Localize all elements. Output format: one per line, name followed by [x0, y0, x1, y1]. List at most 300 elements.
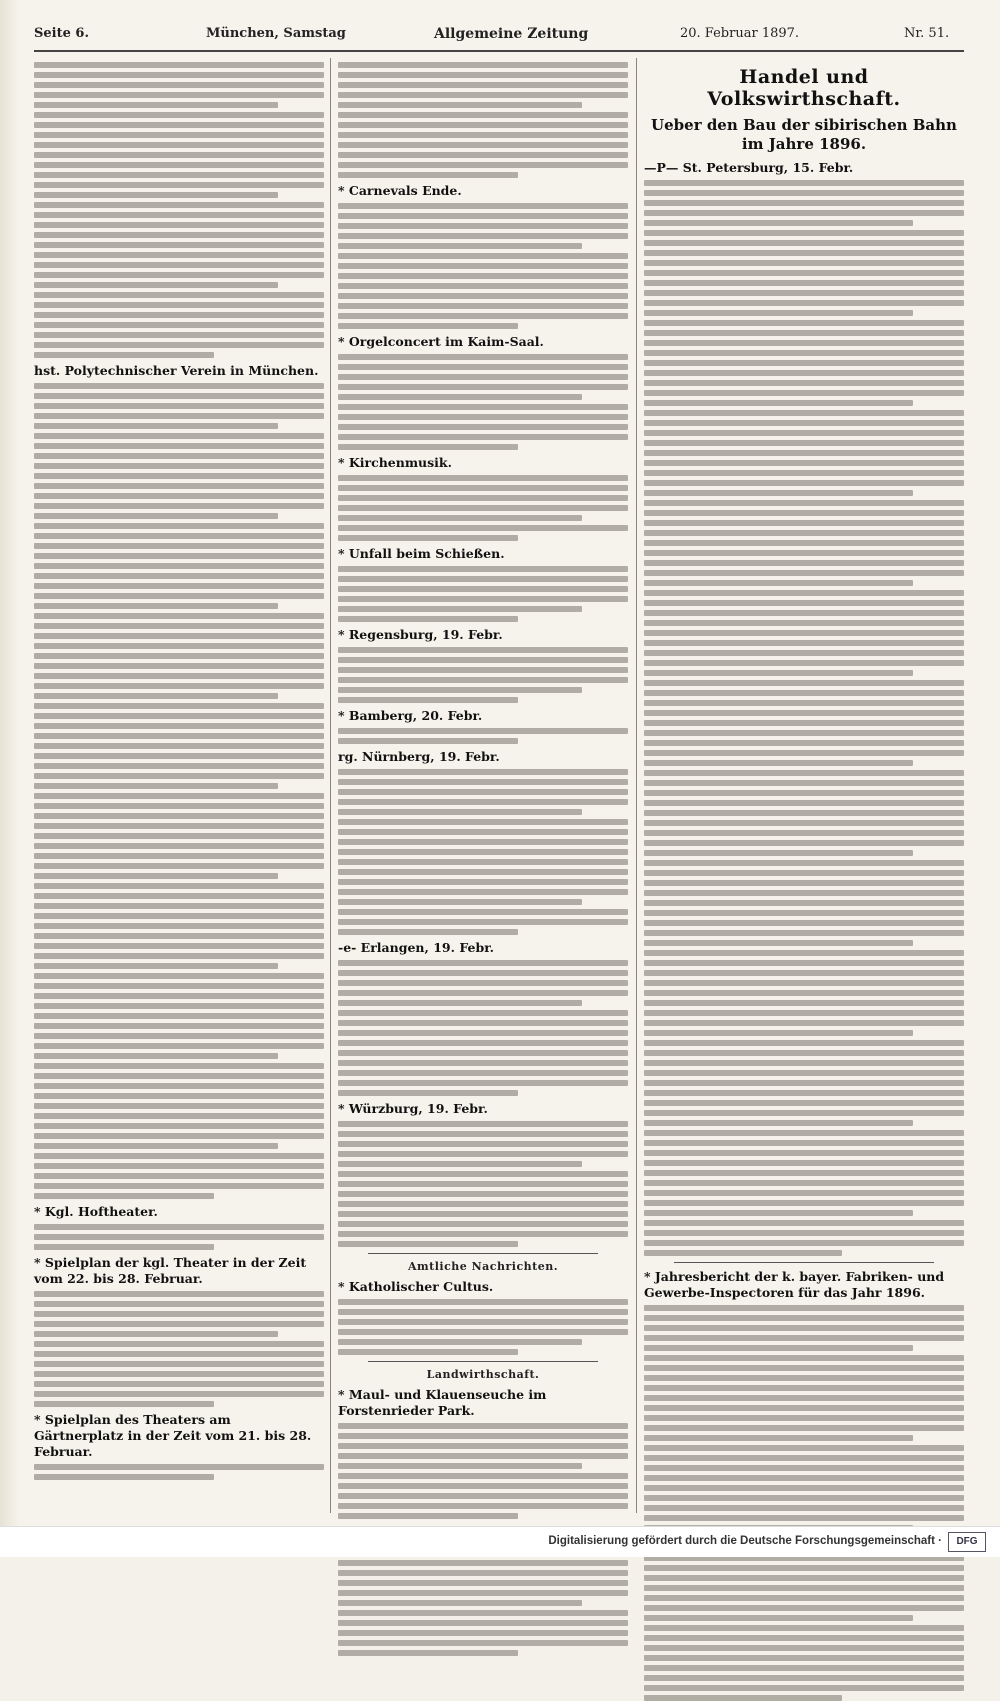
- text-line: [338, 889, 628, 895]
- section-title: * Würzburg, 19. Febr.: [338, 1101, 488, 1116]
- text-line: [644, 840, 964, 846]
- text-line: [644, 1100, 964, 1106]
- text-line: [644, 1250, 842, 1256]
- text-line: [338, 869, 628, 875]
- article-text: [644, 1305, 964, 1701]
- text-line: [644, 240, 964, 246]
- text-line: [338, 263, 628, 269]
- text-line: [338, 667, 628, 673]
- article-text: [338, 475, 628, 541]
- text-line: [34, 993, 324, 999]
- text-line: [338, 273, 628, 279]
- footer-credit: Digitalisierung gefördert durch die Deutsche Forschungsgemeinschaft ·: [548, 1535, 942, 1547]
- text-line: [34, 212, 324, 218]
- text-line: [644, 1120, 913, 1126]
- text-line: [644, 1110, 964, 1116]
- text-line: [34, 1321, 324, 1327]
- text-line: [338, 1620, 628, 1626]
- text-line: [338, 919, 628, 925]
- text-line: [644, 1150, 964, 1156]
- text-line: [34, 202, 324, 208]
- text-line: [644, 930, 964, 936]
- text-line: [34, 1474, 214, 1480]
- text-line: [34, 753, 324, 759]
- digitization-footer: [0, 1526, 1000, 1557]
- text-line: [338, 606, 582, 612]
- text-line: [338, 374, 628, 380]
- text-line: [644, 440, 964, 446]
- text-line: [644, 1160, 964, 1166]
- issue-number: Nr. 51.: [904, 26, 950, 41]
- text-line: [338, 414, 628, 420]
- text-line: [34, 963, 278, 969]
- text-line: [644, 1315, 964, 1321]
- text-line: [338, 1493, 628, 1499]
- text-line: [34, 613, 324, 619]
- text-line: [34, 1193, 214, 1199]
- text-line: [34, 1163, 324, 1169]
- text-line: [338, 82, 628, 88]
- text-line: [34, 713, 324, 719]
- text-line: [34, 1073, 324, 1079]
- text-line: [34, 72, 324, 78]
- text-line: [338, 283, 628, 289]
- text-line: [644, 790, 964, 796]
- article-text: [34, 1224, 324, 1250]
- text-line: [338, 980, 628, 986]
- dateline: —P— St. Petersburg, 15. Febr.: [644, 160, 854, 175]
- text-line: [338, 586, 628, 592]
- text-line: [34, 1043, 324, 1049]
- text-line: [338, 122, 628, 128]
- text-line: [338, 1453, 628, 1459]
- text-line: [34, 1291, 324, 1297]
- text-line: [338, 697, 518, 703]
- section-title: * Bamberg, 20. Febr.: [338, 708, 483, 723]
- text-line: [338, 354, 628, 360]
- text-line: [644, 920, 964, 926]
- text-line: [644, 430, 964, 436]
- text-line: [338, 1463, 582, 1469]
- text-line: [644, 1060, 964, 1066]
- text-line: [34, 1381, 324, 1387]
- text-line: [34, 843, 324, 849]
- column-divider: [636, 58, 637, 1513]
- text-line: [338, 1483, 628, 1489]
- text-line: [644, 570, 964, 576]
- text-line: [644, 780, 964, 786]
- text-line: [338, 444, 518, 450]
- text-line: [338, 960, 628, 966]
- text-line: [644, 520, 964, 526]
- section-title: * Maul- und Klauenseuche im Forstenrieder Park.: [338, 1387, 547, 1418]
- article-text: [338, 647, 628, 703]
- text-line: [338, 364, 628, 370]
- text-line: [338, 323, 518, 329]
- text-line: [338, 1349, 518, 1355]
- section-title: * Kgl. Hoftheater.: [34, 1204, 158, 1219]
- text-line: [644, 940, 913, 946]
- text-line: [34, 132, 324, 138]
- section-title: * Spielplan der kgl. Theater in der Zeit vom 22. bis 28. Februar.: [34, 1255, 307, 1286]
- text-line: [644, 1445, 964, 1451]
- text-line: [644, 470, 964, 476]
- text-line: [338, 1339, 582, 1345]
- text-line: [338, 1000, 582, 1006]
- text-line: [644, 180, 964, 186]
- text-line: [34, 1143, 278, 1149]
- section-heading: Landwirthschaft.: [426, 1368, 540, 1381]
- text-line: [338, 152, 628, 158]
- text-line: [34, 703, 324, 709]
- text-line: [644, 1675, 964, 1681]
- text-line: [34, 573, 324, 579]
- text-line: [34, 893, 324, 899]
- text-line: [34, 1083, 324, 1089]
- text-line: [338, 293, 628, 299]
- place-date: München, Samstag: [206, 26, 346, 41]
- text-line: [644, 200, 964, 206]
- section-heading: Amtliche Nachrichten.: [407, 1260, 559, 1273]
- text-line: [644, 810, 964, 816]
- text-line: [644, 1020, 964, 1026]
- text-line: [34, 1113, 324, 1119]
- text-line: [644, 660, 964, 666]
- text-line: [644, 310, 913, 316]
- text-line: [644, 210, 964, 216]
- dfg-logo: DFG: [948, 1532, 986, 1552]
- text-line: [34, 92, 324, 98]
- text-line: [338, 1020, 628, 1026]
- text-line: [338, 1630, 628, 1636]
- text-line: [338, 172, 518, 178]
- text-line: [34, 873, 278, 879]
- text-line: [644, 990, 964, 996]
- text-line: [338, 1650, 518, 1656]
- header-rule: [34, 50, 964, 52]
- text-line: [34, 763, 324, 769]
- text-line: [644, 970, 964, 976]
- text-line: [34, 513, 278, 519]
- text-line: [34, 1244, 214, 1250]
- text-line: [34, 683, 324, 689]
- text-line: [644, 360, 964, 366]
- text-line: [34, 403, 324, 409]
- text-line: [34, 883, 324, 889]
- text-line: [34, 1133, 324, 1139]
- text-line: [34, 1173, 324, 1179]
- text-line: [34, 773, 324, 779]
- text-line: [34, 1401, 214, 1407]
- text-line: [34, 1301, 324, 1307]
- text-line: [644, 1395, 964, 1401]
- text-line: [644, 1180, 964, 1186]
- text-line: [34, 182, 324, 188]
- text-line: [644, 1625, 964, 1631]
- column-left: [34, 62, 324, 1512]
- text-line: [338, 909, 628, 915]
- text-line: [338, 1070, 628, 1076]
- page-header: [34, 26, 964, 52]
- text-line: [644, 580, 913, 586]
- text-line: [338, 1299, 628, 1305]
- text-line: [338, 1473, 628, 1479]
- text-line: [338, 970, 628, 976]
- text-line: [338, 1161, 582, 1167]
- text-line: [644, 880, 964, 886]
- text-line: [644, 540, 964, 546]
- text-line: [34, 413, 324, 419]
- text-line: [644, 600, 964, 606]
- text-line: [34, 332, 324, 338]
- text-line: [338, 1423, 628, 1429]
- text-line: [34, 823, 324, 829]
- text-line: [644, 1475, 964, 1481]
- text-line: [644, 630, 964, 636]
- text-line: [644, 700, 964, 706]
- text-line: [644, 480, 964, 486]
- text-line: [338, 819, 628, 825]
- section-divider: [368, 1253, 598, 1254]
- text-line: [34, 262, 324, 268]
- text-line: [338, 1141, 628, 1147]
- text-line: [644, 1000, 964, 1006]
- text-line: [338, 1590, 628, 1596]
- text-line: [34, 393, 324, 399]
- text-line: [338, 1241, 518, 1247]
- text-line: [644, 460, 964, 466]
- text-line: [34, 192, 278, 198]
- text-line: [34, 633, 324, 639]
- text-line: [338, 779, 628, 785]
- text-line: [34, 983, 324, 989]
- text-line: [644, 1615, 913, 1621]
- text-line: [338, 799, 628, 805]
- text-line: [338, 1580, 628, 1586]
- section-title: * Katholischer Cultus.: [338, 1279, 494, 1294]
- text-line: [34, 102, 278, 108]
- article-text: [338, 1560, 628, 1656]
- text-line: [34, 443, 324, 449]
- text-line: [34, 603, 278, 609]
- article-text: [34, 62, 324, 358]
- text-line: [338, 1329, 628, 1335]
- text-line: [34, 673, 324, 679]
- text-line: [338, 434, 628, 440]
- section-title: hst. Polytechnischer Verein in München.: [34, 363, 319, 378]
- paper-title: Allgemeine Zeitung: [434, 26, 589, 42]
- text-line: [338, 687, 582, 693]
- text-line: [338, 62, 628, 68]
- text-line: [644, 1335, 964, 1341]
- text-line: [644, 450, 964, 456]
- text-line: [644, 900, 964, 906]
- text-line: [338, 839, 628, 845]
- text-line: [338, 1050, 628, 1056]
- text-line: [34, 433, 324, 439]
- text-line: [644, 1040, 964, 1046]
- text-line: [34, 162, 324, 168]
- text-line: [644, 320, 964, 326]
- text-line: [644, 680, 964, 686]
- article-text: [34, 1291, 324, 1407]
- text-line: [34, 1023, 324, 1029]
- text-line: [338, 769, 628, 775]
- article-text: [34, 383, 324, 1199]
- text-line: [34, 383, 324, 389]
- text-line: [644, 1230, 964, 1236]
- section-divider: [368, 1361, 598, 1362]
- text-line: [338, 1319, 628, 1325]
- article-text: [34, 1464, 324, 1480]
- text-line: [644, 610, 964, 616]
- text-line: [644, 1220, 964, 1226]
- text-line: [338, 929, 518, 935]
- section-title: * Orgelconcert im Kaim-Saal.: [338, 334, 544, 349]
- text-line: [644, 330, 964, 336]
- text-line: [338, 112, 628, 118]
- text-line: [338, 102, 582, 108]
- text-line: [338, 1570, 628, 1576]
- text-line: [644, 420, 964, 426]
- page-number: Seite 6.: [34, 26, 89, 41]
- text-line: [34, 813, 324, 819]
- text-line: [34, 242, 324, 248]
- text-line: [34, 62, 324, 68]
- text-line: [338, 899, 582, 905]
- text-line: [644, 740, 964, 746]
- section-title: * Regensburg, 19. Febr.: [338, 627, 503, 642]
- text-line: [338, 92, 628, 98]
- text-line: [34, 112, 324, 118]
- text-line: [338, 1181, 628, 1187]
- text-line: [644, 670, 913, 676]
- text-line: [34, 723, 324, 729]
- text-line: [644, 1070, 964, 1076]
- text-line: [338, 1040, 628, 1046]
- text-line: [338, 616, 518, 622]
- text-line: [644, 500, 964, 506]
- text-line: [34, 493, 324, 499]
- text-line: [34, 172, 324, 178]
- text-line: [34, 853, 324, 859]
- text-line: [644, 1355, 964, 1361]
- text-line: [338, 1513, 518, 1519]
- section-title: * Kirchenmusik.: [338, 455, 452, 470]
- text-line: [34, 252, 324, 258]
- text-line: [34, 1013, 324, 1019]
- text-line: [644, 390, 964, 396]
- text-line: [338, 253, 628, 259]
- text-line: [644, 1515, 964, 1521]
- text-line: [34, 523, 324, 529]
- text-line: [644, 730, 964, 736]
- text-line: [644, 850, 913, 856]
- text-line: [644, 260, 964, 266]
- text-line: [34, 1103, 324, 1109]
- text-line: [338, 677, 628, 683]
- text-line: [34, 302, 324, 308]
- text-line: [338, 1560, 628, 1566]
- text-line: [644, 1665, 964, 1671]
- text-line: [644, 1645, 964, 1651]
- text-line: [644, 530, 964, 536]
- text-line: [34, 533, 324, 539]
- text-line: [34, 1063, 324, 1069]
- column-right: [644, 62, 964, 1512]
- text-line: [644, 1495, 964, 1501]
- article-text: [644, 180, 964, 1256]
- text-line: [338, 203, 628, 209]
- text-line: [338, 72, 628, 78]
- text-line: [338, 525, 628, 531]
- text-line: [338, 647, 628, 653]
- text-line: [644, 1685, 964, 1691]
- text-line: [338, 475, 628, 481]
- text-line: [644, 1050, 964, 1056]
- article-headline: Ueber den Bau der sibirischen Bahn im Jahre 1896.: [651, 116, 957, 153]
- text-line: [34, 1003, 324, 1009]
- text-line: [34, 292, 324, 298]
- text-line: [644, 640, 964, 646]
- text-line: [644, 860, 964, 866]
- text-line: [338, 1221, 628, 1227]
- text-line: [34, 913, 324, 919]
- text-line: [34, 863, 324, 869]
- section-title: -e- Erlangen, 19. Febr.: [338, 940, 494, 955]
- text-line: [338, 849, 628, 855]
- text-line: [34, 563, 324, 569]
- text-line: [644, 350, 964, 356]
- text-line: [644, 1435, 913, 1441]
- text-line: [34, 152, 324, 158]
- text-line: [644, 300, 964, 306]
- text-line: [644, 1190, 964, 1196]
- text-line: [338, 1201, 628, 1207]
- text-line: [338, 132, 628, 138]
- text-line: [34, 1331, 278, 1337]
- text-line: [644, 490, 913, 496]
- text-line: [34, 943, 324, 949]
- text-line: [34, 1311, 324, 1317]
- text-line: [338, 1600, 582, 1606]
- article-text: [338, 1299, 628, 1355]
- text-line: [644, 590, 964, 596]
- text-line: [338, 657, 628, 663]
- text-line: [338, 859, 628, 865]
- text-line: [34, 1351, 324, 1357]
- text-line: [338, 1191, 628, 1197]
- text-line: [644, 1465, 964, 1471]
- article-text: [338, 960, 628, 1096]
- text-line: [644, 720, 964, 726]
- text-line: [644, 190, 964, 196]
- text-line: [644, 1565, 964, 1571]
- text-line: [34, 232, 324, 238]
- text-line: [644, 1425, 964, 1431]
- text-line: [34, 272, 324, 278]
- text-line: [644, 1585, 964, 1591]
- text-line: [644, 1415, 964, 1421]
- section-title: * Jahresbericht der k. bayer. Fabriken- und Gewerbe-Inspectoren für das Jahr 1896.: [644, 1269, 945, 1300]
- text-line: [644, 270, 964, 276]
- column-middle: [338, 62, 628, 1512]
- text-line: [338, 1610, 628, 1616]
- text-line: [644, 280, 964, 286]
- text-line: [338, 495, 628, 501]
- text-line: [338, 303, 628, 309]
- article-text: [338, 1121, 628, 1247]
